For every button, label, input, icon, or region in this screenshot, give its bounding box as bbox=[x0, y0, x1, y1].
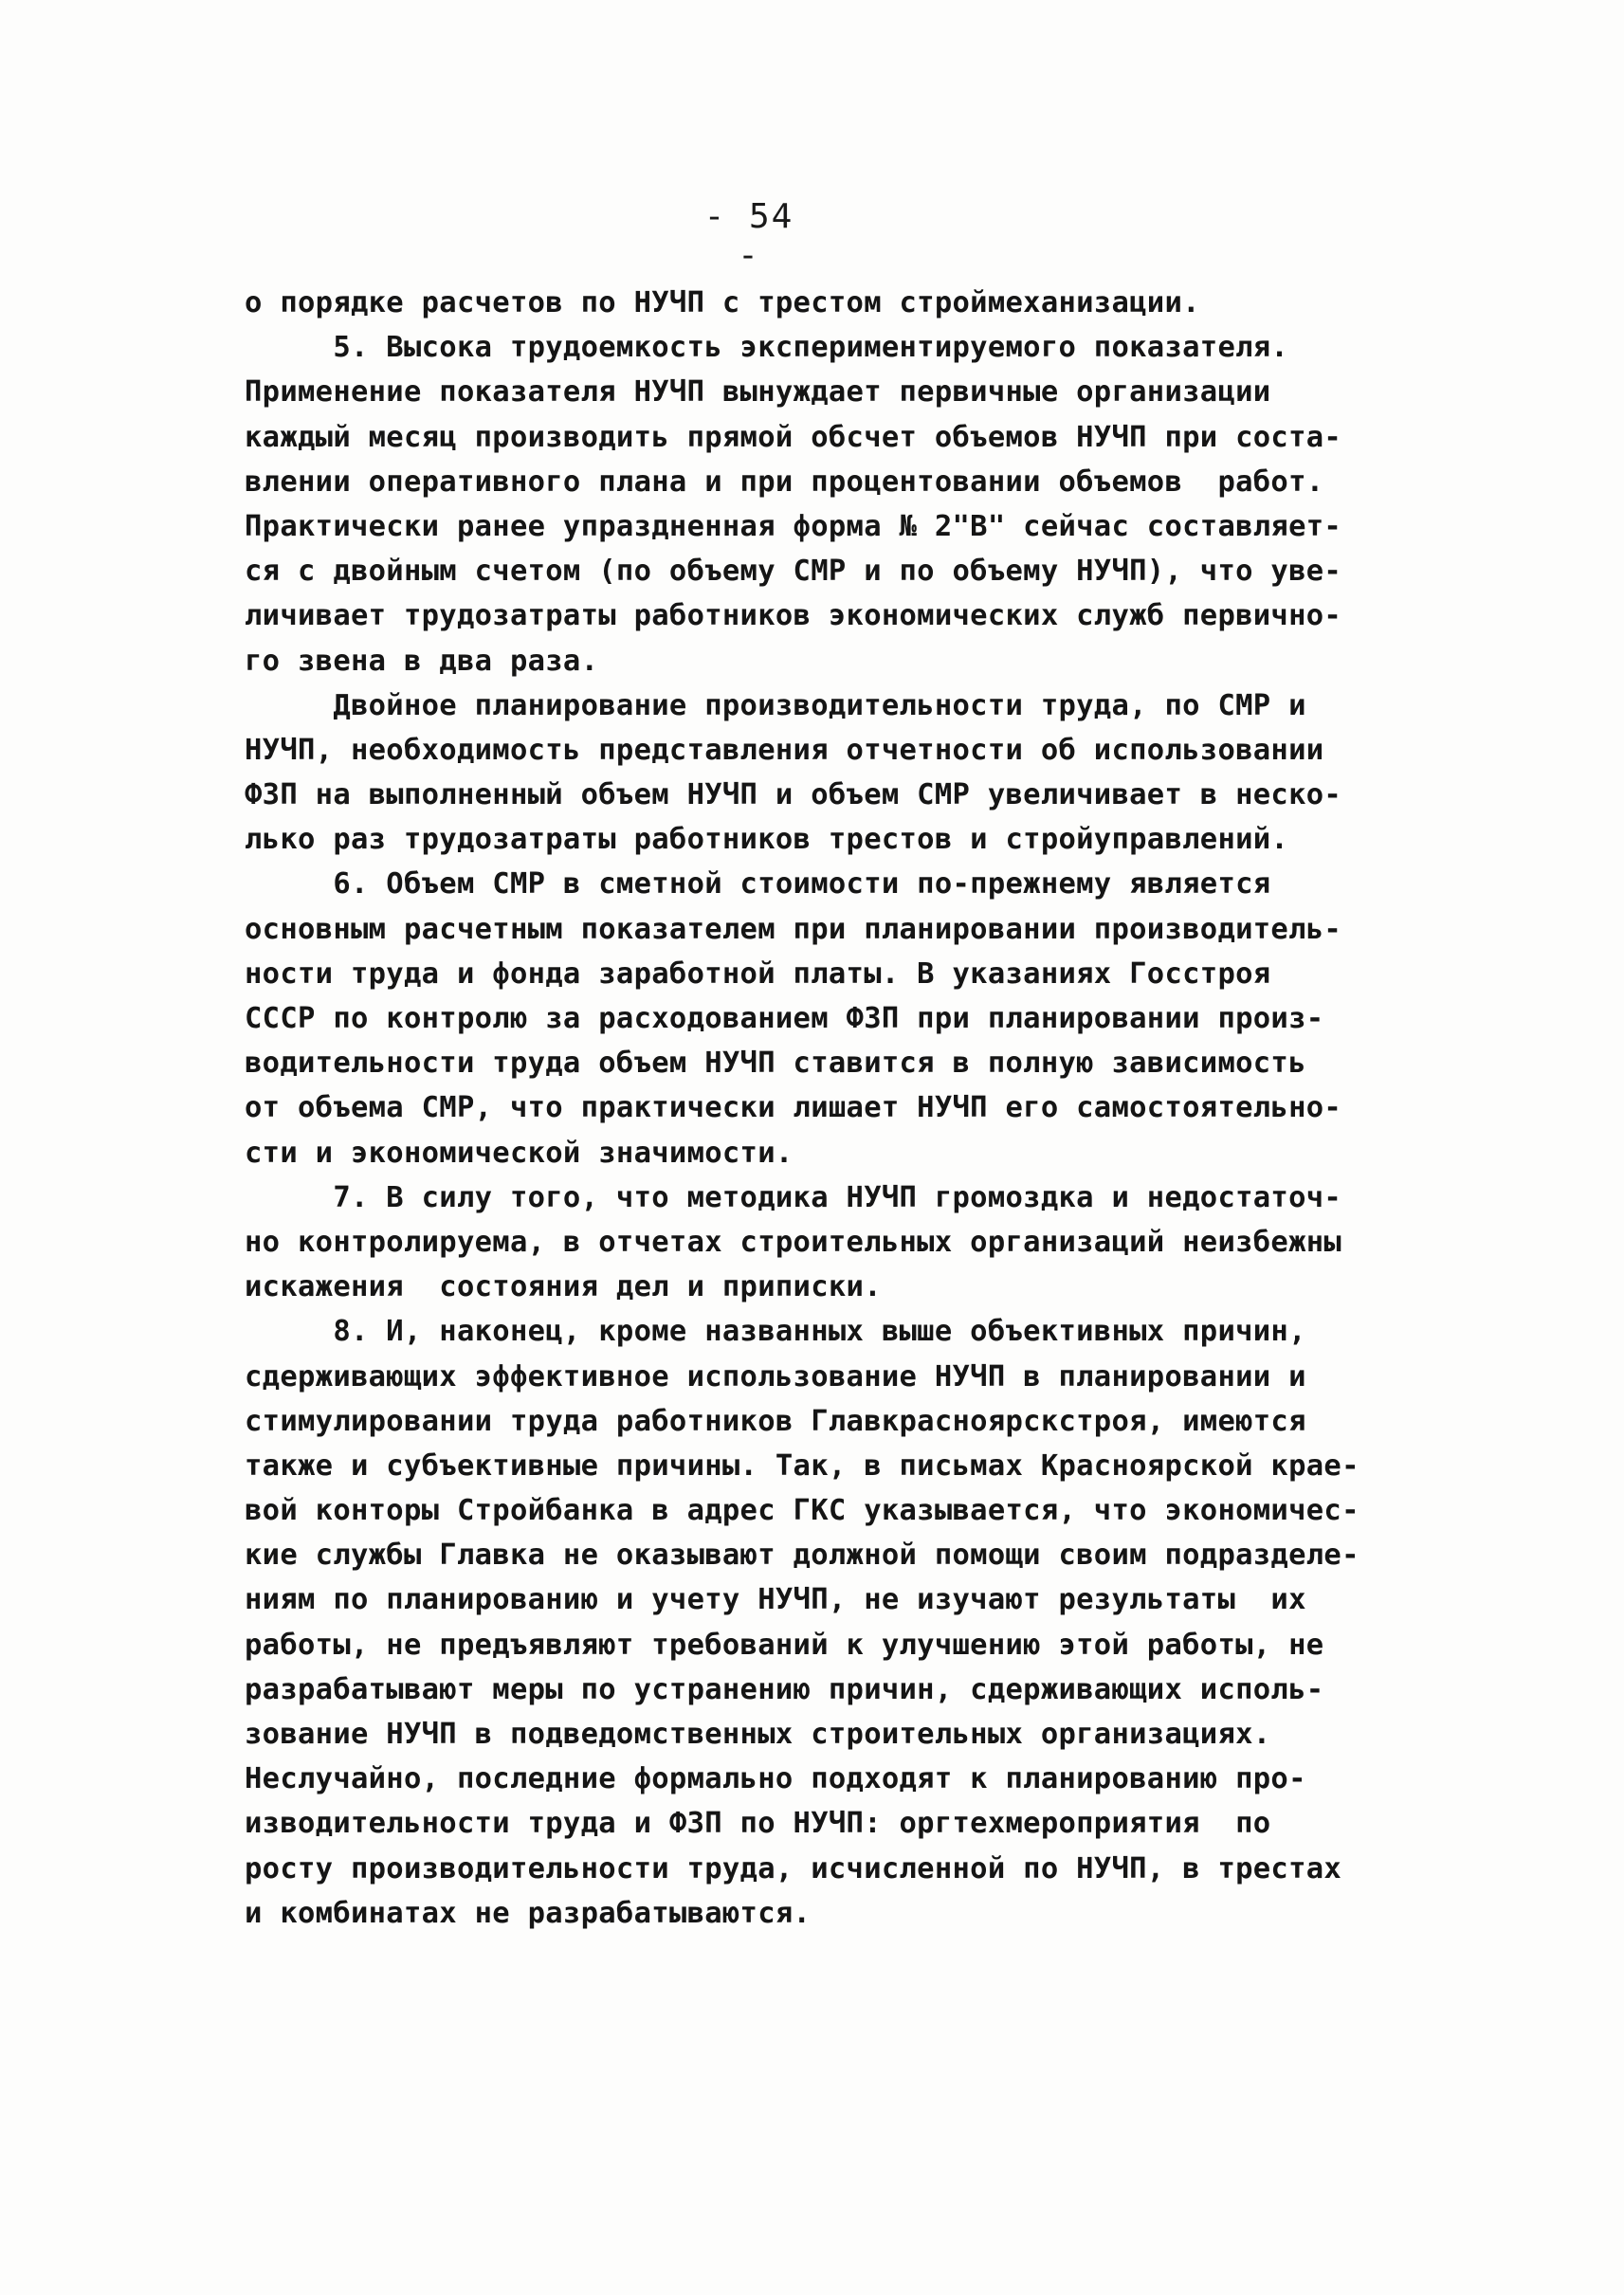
text-line: также и субъективные причины. Так, в письмах Красноярской крае- bbox=[245, 1448, 1359, 1483]
text-line: СССР по контролю за расходованием ФЗП при планировании произ- bbox=[245, 1002, 1324, 1035]
text-line: кие службы Главка не оказывают должной помощи своим подразделе- bbox=[245, 1539, 1359, 1573]
text-line: от объема СМР, что практически лишает НУЧП его самостоятельно- bbox=[245, 1091, 1342, 1125]
body-text bbox=[245, 281, 1411, 1936]
text-line: ФЗП на выполненный объем НУЧП и объем СМР увеличивает в неско- bbox=[245, 778, 1342, 812]
text-line: Неслучайно, последние формально подходят к планированию про- bbox=[245, 1762, 1306, 1796]
text-line: основным расчетным показателем при планировании производитель- bbox=[245, 912, 1342, 946]
text-line: ности труда и фонда заработной платы. В указаниях Госстроя bbox=[245, 956, 1271, 991]
text-line: зование НУЧП в подведомственных строительных организациях. bbox=[245, 1718, 1271, 1751]
text-line: каждый месяц производить прямой обсчет объемов НУЧП при состa- bbox=[245, 420, 1342, 454]
text-line: ся с двойным счетом (по объему СМР и по объему НУЧП), что уве- bbox=[245, 555, 1342, 589]
text-line: сдерживающих эффективное использование НУЧП в планировании и bbox=[245, 1359, 1306, 1393]
text-line: НУЧП, необходимость представления отчетности об использовании bbox=[245, 733, 1324, 767]
text-line: о порядке расчетов по НУЧП с трестом строймеханизации. bbox=[245, 286, 1200, 319]
text-line: Практически ранее упраздненная форма № 2"В" сейчас составляет- bbox=[245, 509, 1342, 543]
text-line: вой конторы Стройбанка в адрес ГКС указывается, что экономичес- bbox=[245, 1494, 1359, 1528]
text-line: Двойное планирование производительности труда, по СМР и bbox=[245, 688, 1306, 722]
text-line: стимулировании труда работников Главкрасноярскстроя, имеются bbox=[245, 1404, 1306, 1438]
text-line: 8. И, наконец, кроме названных выше объективных причин, bbox=[245, 1315, 1306, 1349]
text-line: ниям по планированию и учету НУЧП, не изучают результаты их bbox=[245, 1583, 1306, 1617]
text-line: лько раз трудозатраты работников трестов и стройуправлений. bbox=[245, 823, 1289, 857]
text-line: водительности труда объем НУЧП ставится в полную зависимость bbox=[245, 1047, 1306, 1081]
text-line: и комбинатах не разрабатываются. bbox=[245, 1896, 812, 1930]
text-line: работы, не предъявляют требований к улучшению этой работы, не bbox=[245, 1628, 1324, 1662]
text-line: росту производительности труда, исчисленной по НУЧП, в трестах bbox=[245, 1851, 1342, 1885]
text-line: личивает трудозатраты работников экономических служб первично- bbox=[245, 599, 1342, 633]
text-line: влении оперативного плана и при процентовании объемов работ. bbox=[245, 464, 1324, 499]
text-line: го звена в два раза. bbox=[245, 644, 599, 678]
text-line: искажения состояния дел и приписки. bbox=[245, 1270, 882, 1304]
text-line: изводительности труда и ФЗП по НУЧП: оргтехмероприятия по bbox=[245, 1807, 1271, 1841]
text-line: Применение показателя НУЧП вынуждает первичные организации bbox=[245, 375, 1271, 410]
text-line: но контролируема, в отчетах строительных организаций неизбежны bbox=[245, 1225, 1342, 1259]
text-line: 5. Высока трудоемкость экспериментируемого показателя. bbox=[245, 331, 1289, 365]
text-line: 7. В силу того, что методика НУЧП громоздка и недостаточ- bbox=[245, 1180, 1342, 1214]
text-line: 6. Объем СМР в сметной стоимости по-прежнему является bbox=[245, 867, 1271, 902]
text-line: разрабатывают меры по устранению причин, сдерживающих исполь- bbox=[245, 1672, 1324, 1706]
text-line: сти и экономической значимости. bbox=[245, 1136, 794, 1170]
page-number: - 54 - bbox=[703, 197, 794, 275]
